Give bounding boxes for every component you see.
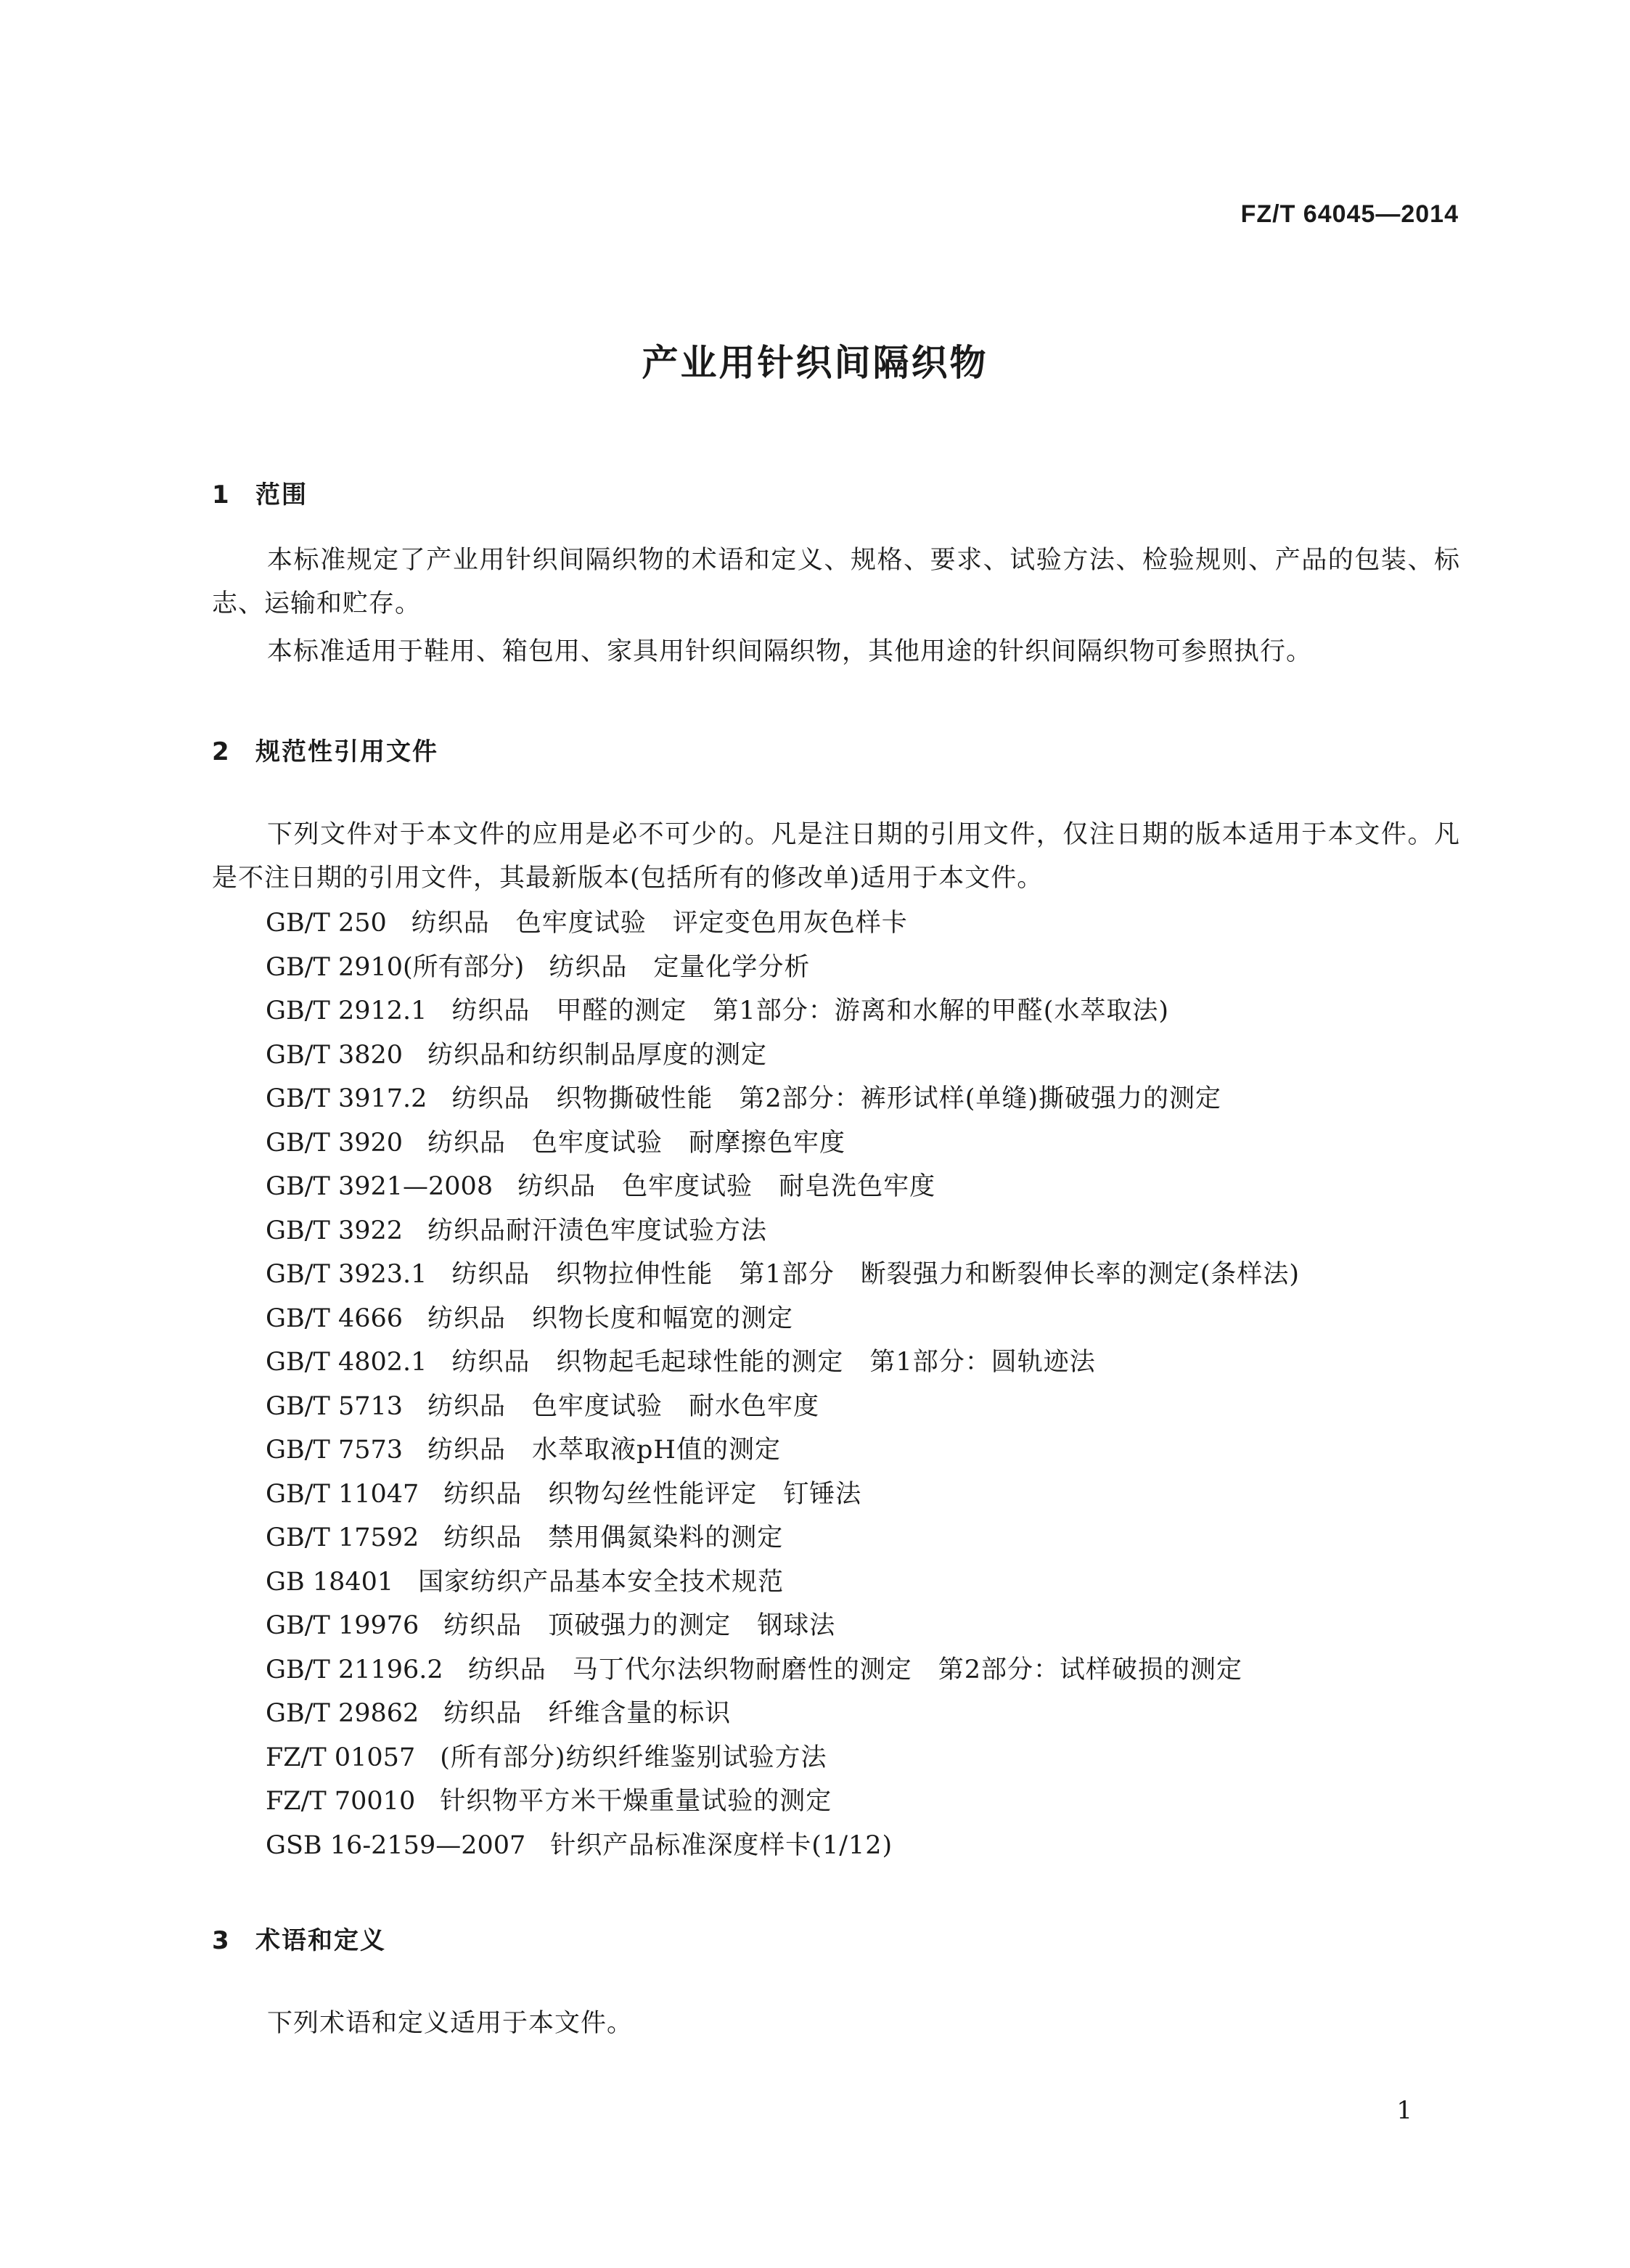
section-heading-normative-references <box>212 732 438 767</box>
reference-item <box>266 989 1300 1033</box>
reference-code: GB/T 250 <box>266 909 387 938</box>
section-number: 1 <box>212 480 231 509</box>
standard-code: FZ/T 64045—2014 <box>1240 200 1459 228</box>
reference-title: 纺织品 色牢度试验 评定变色用灰色样卡 <box>411 909 908 938</box>
section-number: 3 <box>212 1926 231 1955</box>
reference-title: 针织物平方米干燥重量试验的测定 <box>440 1787 832 1816</box>
reference-title: 纺织品耐汗渍色牢度试验方法 <box>427 1216 768 1245</box>
reference-item <box>266 1473 1300 1517</box>
reference-code: GB/T 3923.1 <box>266 1260 427 1289</box>
reference-title: 纺织品 顶破强力的测定 钢球法 <box>443 1611 836 1640</box>
reference-item <box>266 1780 1300 1824</box>
reference-code: GB/T 3922 <box>266 1216 404 1245</box>
reference-title: 纺织品 纤维含量的标识 <box>443 1699 732 1728</box>
reference-item <box>266 1385 1300 1429</box>
terms-intro: 下列术语和定义适用于本文件。 <box>267 2009 634 2038</box>
section-title: 术语和定义 <box>255 1926 386 1955</box>
reference-code: GB/T 19976 <box>266 1611 419 1640</box>
reference-code: GB/T 7573 <box>266 1436 404 1465</box>
section-title: 规范性引用文件 <box>255 737 438 766</box>
document-title: 产业用针织间隔织物 <box>642 342 988 384</box>
reference-code: GB/T 2912.1 <box>266 996 427 1025</box>
reference-title: 纺织品 织物勾丝性能评定 钉锤法 <box>443 1479 862 1509</box>
reference-item <box>266 1428 1300 1473</box>
reference-title: 纺织品 织物撕破性能 第2部分：裤形试样(单缝)撕破强力的测定 <box>451 1084 1222 1113</box>
reference-item <box>266 1077 1300 1121</box>
references-intro: 下列文件对于本文件的应用是必不可少的。凡是注日期的引用文件，仅注日期的版本适用于本文件。凡是不注日期的引用文件，其最新版本(包括所有的修改单)适用于本文件。 <box>212 820 1460 893</box>
reference-title: 纺织品 水萃取液pH值的测定 <box>427 1436 781 1465</box>
reference-code: FZ/T 70010 <box>266 1787 416 1816</box>
page-number: 1 <box>1396 2096 1412 2125</box>
reference-item <box>266 1692 1300 1736</box>
reference-title: (所有部分)纺织纤维鉴别试验方法 <box>440 1743 827 1772</box>
reference-code: GB/T 4666 <box>266 1303 404 1333</box>
reference-item <box>266 1340 1300 1385</box>
reference-item <box>266 1297 1300 1341</box>
reference-title: 纺织品 马丁代尔法织物耐磨性的测定 第2部分：试样破损的测定 <box>467 1655 1242 1684</box>
reference-item <box>266 1516 1300 1560</box>
reference-item <box>266 1560 1300 1605</box>
reference-code: GB/T 4802.1 <box>266 1348 427 1377</box>
reference-code: GB 18401 <box>266 1567 394 1597</box>
reference-title: 纺织品 色牢度试验 耐摩擦色牢度 <box>427 1128 846 1158</box>
reference-title: 纺织品 甲醛的测定 第1部分：游离和水解的甲醛(水萃取法) <box>451 996 1170 1025</box>
reference-code: GB/T 3820 <box>266 1040 404 1070</box>
scope-paragraph-2: 本标准适用于鞋用、箱包用、家具用针织间隔织物，其他用途的针织间隔织物可参照执行。 <box>267 637 1313 666</box>
reference-item <box>266 1209 1300 1253</box>
reference-code: FZ/T 01057 <box>266 1743 416 1772</box>
reference-code: GB/T 11047 <box>266 1479 419 1509</box>
reference-code: GB/T 21196.2 <box>266 1655 443 1684</box>
reference-title: 纺织品 织物长度和幅宽的测定 <box>427 1303 794 1333</box>
reference-item <box>266 1824 1300 1868</box>
section-heading-scope <box>212 475 308 510</box>
reference-title: 纺织品 色牢度试验 耐水色牢度 <box>427 1391 820 1421</box>
reference-code: GB/T 29862 <box>266 1699 419 1728</box>
reference-code: GB/T 3917.2 <box>266 1084 427 1113</box>
reference-item <box>266 1736 1300 1780</box>
section-number: 2 <box>212 737 231 766</box>
reference-code: GB/T 5713 <box>266 1391 404 1421</box>
reference-title: 纺织品 织物拉伸性能 第1部分 断裂强力和断裂伸长率的测定(条样法) <box>451 1260 1301 1289</box>
reference-item <box>266 1121 1300 1166</box>
reference-title: 纺织品 禁用偶氮染料的测定 <box>443 1523 784 1552</box>
reference-item <box>266 1648 1300 1692</box>
reference-code: GB/T 2910(所有部分) <box>266 952 525 982</box>
reference-item <box>266 1165 1300 1209</box>
reference-title: 纺织品 色牢度试验 耐皂洗色牢度 <box>517 1172 936 1201</box>
reference-code: GB/T 3921—2008 <box>266 1172 493 1201</box>
scope-paragraph-1: 本标准规定了产业用针织间隔织物的术语和定义、规格、要求、试验方法、检验规则、产品的包装、标志、运输和贮存。 <box>212 546 1460 618</box>
reference-title: 国家纺织产品基本安全技术规范 <box>418 1567 785 1597</box>
reference-item <box>266 1033 1300 1078</box>
reference-title: 纺织品和纺织制品厚度的测定 <box>427 1040 768 1070</box>
reference-item <box>266 1604 1300 1648</box>
reference-code: GB/T 3920 <box>266 1128 404 1158</box>
reference-title: 纺织品 织物起毛起球性能的测定 第1部分：圆轨迹法 <box>451 1348 1096 1377</box>
reference-item <box>266 901 1300 946</box>
section-title: 范围 <box>255 480 308 509</box>
reference-code: GSB 16-2159—2007 <box>266 1830 526 1860</box>
reference-list <box>266 901 1300 1867</box>
reference-title: 针织产品标准深度样卡(1/12) <box>550 1830 893 1860</box>
reference-item <box>266 946 1300 990</box>
section-heading-terms <box>212 1920 386 1956</box>
reference-title: 纺织品 定量化学分析 <box>549 952 811 982</box>
reference-code: GB/T 17592 <box>266 1523 419 1552</box>
reference-item <box>266 1253 1300 1297</box>
